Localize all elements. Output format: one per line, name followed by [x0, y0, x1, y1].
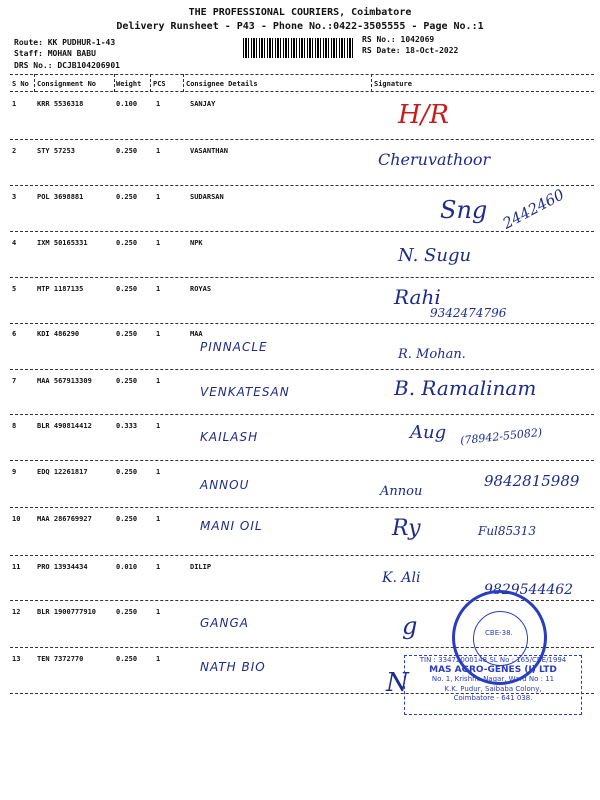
signature-8: Aug [410, 422, 447, 443]
row-pcs: 1 [156, 193, 161, 201]
signature-13: N [386, 668, 409, 698]
row-sno: 4 [12, 239, 17, 247]
row-handwritten-name: ANNOU [200, 478, 250, 492]
row-weight: 0.250 [116, 468, 138, 476]
signature-10: Ry [392, 516, 421, 541]
row-handwritten-name: PINNACLE [200, 340, 268, 354]
row-consignee: DILIP [190, 563, 212, 571]
row-consignment: MAA 567913309 [37, 377, 92, 385]
row-sno: 10 [12, 515, 21, 523]
round-stamp-text: CBE-38. [485, 629, 513, 637]
row-handwritten-name: NATH BIO [200, 660, 266, 674]
row-consignment: MTP 1187135 [37, 285, 84, 293]
row-pcs: 1 [156, 100, 161, 108]
signature-3: Sng [440, 196, 488, 224]
col-consignee: Consignee Details [186, 80, 258, 88]
row-weight: 0.010 [116, 563, 138, 571]
row-consignment: BLR 1900777910 [37, 608, 97, 616]
row-consignment: PRO 13934434 [37, 563, 88, 571]
signature-1: H/R [398, 100, 450, 130]
row-sno: 1 [12, 100, 17, 108]
row-divider [10, 323, 594, 324]
signature-5: Rahi [394, 285, 441, 309]
signature-9-number: 9842815989 [484, 472, 580, 490]
col-consignment: Consignment No [37, 80, 97, 88]
row-divider [10, 555, 594, 556]
row-pcs: 1 [156, 515, 161, 523]
row-consignment: POL 3698881 [37, 193, 84, 201]
row-handwritten-name: VENKATESAN [200, 385, 290, 399]
signature-3-number: 2442460 [499, 185, 568, 233]
row-pcs: 1 [156, 468, 161, 476]
company-title: THE PROFESSIONAL COURIERS, Coimbatore [188, 7, 412, 18]
row-divider [10, 185, 594, 186]
col-divider [114, 74, 115, 92]
row-weight: 0.250 [116, 239, 138, 247]
signature-2: Cheruvathoor [378, 150, 491, 169]
row-consignment: KDI 486290 [37, 330, 80, 338]
row-consignment: STY 57253 [37, 147, 75, 155]
barcode [243, 38, 355, 58]
row-divider [10, 414, 594, 415]
row-pcs: 1 [156, 147, 161, 155]
row-divider [10, 277, 594, 278]
stamp-line: MAS AGRO-GENES (I) LTD [429, 664, 557, 675]
row-weight: 0.250 [116, 193, 138, 201]
row-sno: 9 [12, 468, 17, 476]
col-signature: Signature [374, 80, 412, 88]
row-consignee: ROYAS [190, 285, 212, 293]
row-weight: 0.333 [116, 422, 138, 430]
row-sno: 7 [12, 377, 17, 385]
row-sno: 2 [12, 147, 17, 155]
row-divider [10, 369, 594, 370]
row-pcs: 1 [156, 239, 161, 247]
signature-6: R. Mohan. [398, 347, 466, 362]
row-consignee: NPK [190, 239, 203, 247]
signature-10-number: Ful85313 [478, 524, 537, 538]
row-consignment: IXM 50165331 [37, 239, 88, 247]
signature-11: K. Ali [382, 570, 421, 586]
signature-4: N. Sugu [398, 245, 472, 266]
row-consignment: MAA 286769927 [37, 515, 92, 523]
stamp-line: Coimbatore - 641 038. [453, 694, 533, 702]
row-pcs: 1 [156, 285, 161, 293]
row-pcs: 1 [156, 422, 161, 430]
row-handwritten-name: KAILASH [200, 430, 259, 444]
row-sno: 6 [12, 330, 17, 338]
row-sno: 12 [12, 608, 21, 616]
col-pcs: PCS [153, 80, 166, 88]
row-sno: 8 [12, 422, 17, 430]
row-pcs: 1 [156, 655, 161, 663]
signature-7: B. Ramalinam [394, 376, 537, 400]
stamp-line: K.K. Pudur, Saibaba Colony, [444, 684, 542, 693]
row-weight: 0.250 [116, 330, 138, 338]
signature-9: Annou [380, 484, 423, 499]
row-consignment: KRR 5536318 [37, 100, 84, 108]
row-weight: 0.250 [116, 515, 138, 523]
stamp-line: TIN : 33472000148 SL No : 165/CBE/1994 [419, 656, 567, 664]
runsheet-title: Delivery Runsheet - P43 - Phone No.:0422-3505555 - Page No.:1 [116, 21, 484, 32]
row-handwritten-name: GANGA [200, 616, 249, 630]
row-divider [10, 507, 594, 508]
col-weight: Weight [116, 80, 142, 88]
row-consignment: EDQ 12261817 [37, 468, 88, 476]
row-sno: 3 [12, 193, 17, 201]
signature-5-number: 9342474796 [430, 306, 507, 320]
row-weight: 0.250 [116, 285, 138, 293]
row-consignee: VASANTHAN [190, 147, 228, 155]
header-rule-top [10, 74, 594, 75]
rs-number: RS No.: 1042069 [362, 35, 435, 44]
row-pcs: 1 [156, 563, 161, 571]
row-weight: 0.250 [116, 377, 138, 385]
row-consignment: TEN 7372770 [37, 655, 84, 663]
header-rule-bottom [10, 91, 594, 92]
signature-12: g [402, 612, 418, 640]
row-sno: 11 [12, 563, 21, 571]
col-divider [150, 74, 151, 92]
drs-label: DRS No.: DCJB104206901 [14, 61, 120, 70]
col-divider [183, 74, 184, 92]
row-pcs: 1 [156, 330, 161, 338]
row-weight: 0.250 [116, 608, 138, 616]
stamp-line: No. 1, Krishna Nagar, Ward No : 11 [431, 675, 555, 683]
col-divider [34, 74, 35, 92]
rs-date: RS Date: 18-Oct-2022 [362, 46, 459, 55]
company-stamp [404, 655, 582, 715]
row-consignee: MAA [190, 330, 203, 338]
row-consignee: SUDARSAN [190, 193, 224, 201]
row-pcs: 1 [156, 608, 161, 616]
signature-8-number: (78942-55082) [459, 425, 543, 448]
row-weight: 0.250 [116, 147, 138, 155]
signature-11-number: 9829544462 [484, 582, 574, 598]
col-sno: S No [12, 80, 29, 88]
row-pcs: 1 [156, 377, 161, 385]
col-divider [371, 74, 372, 92]
row-weight: 0.100 [116, 100, 138, 108]
row-sno: 5 [12, 285, 17, 293]
staff-label: Staff: MOHAN BABU [14, 49, 96, 58]
row-handwritten-name: MANI OIL [200, 519, 263, 533]
row-divider [10, 460, 594, 461]
route-label: Route: KK PUDHUR-1-43 [14, 38, 116, 47]
row-sno: 13 [12, 655, 21, 663]
row-weight: 0.250 [116, 655, 138, 663]
row-divider [10, 139, 594, 140]
row-consignment: BLR 490814412 [37, 422, 92, 430]
row-consignee: SANJAY [190, 100, 216, 108]
